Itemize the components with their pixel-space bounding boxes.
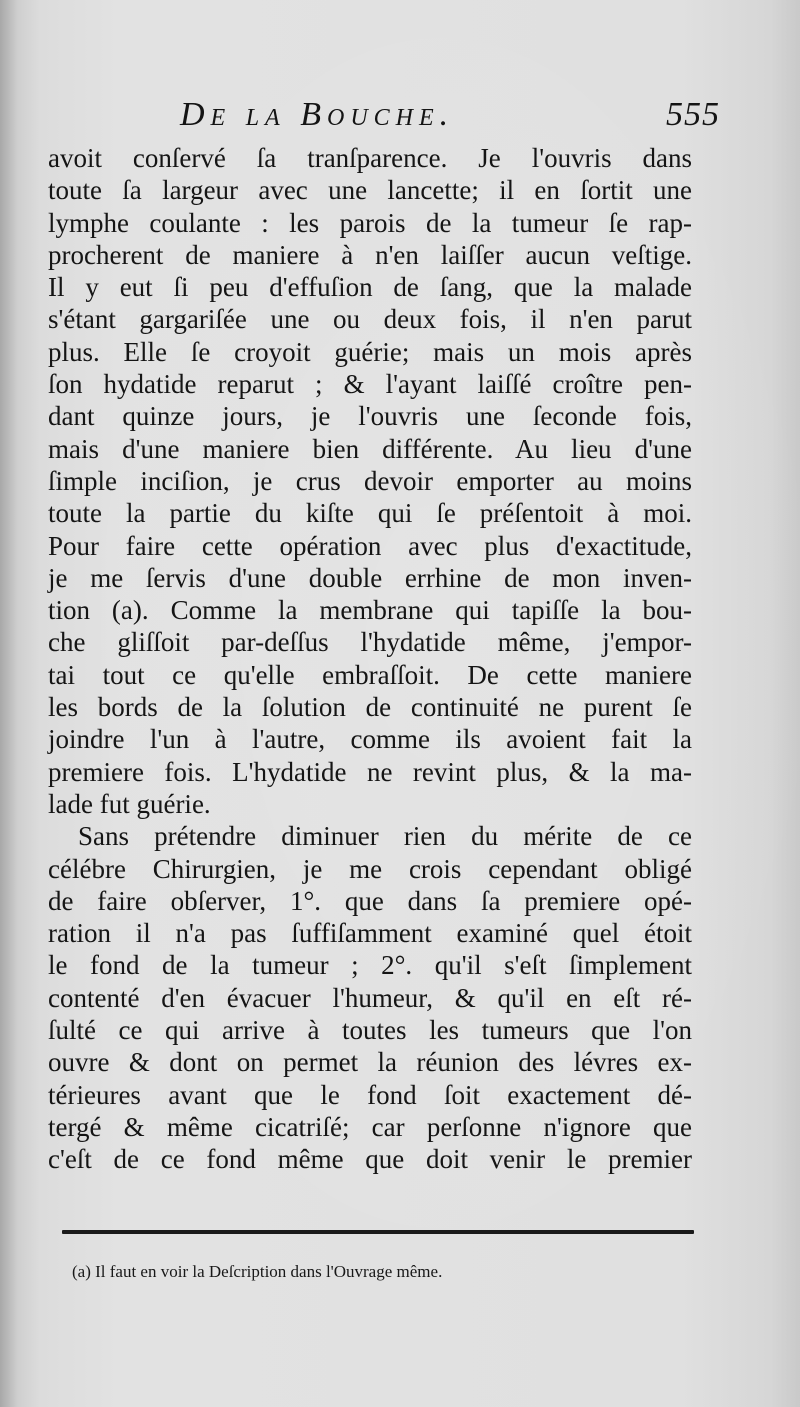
text-line: s'étant gargariſée une ou deux fois, il n'en parut bbox=[48, 304, 692, 335]
footnote: (a) Il faut en voir la Deſcription dans l'Ouvrage même. bbox=[72, 1262, 443, 1281]
body-text bbox=[48, 142, 692, 1176]
text-line: je me ſervis d'une double errhine de mon inven- bbox=[48, 562, 692, 593]
text-line: premiere fois. L'hydatide ne revint plus, & la ma- bbox=[48, 756, 692, 787]
text-line: avoit conſervé ſa tranſparence. Je l'ouvris dans bbox=[48, 143, 692, 173]
text-line: Il y eut ſi peu d'effuſion de ſang, que la malade bbox=[48, 272, 692, 303]
text-line: lymphe coulante : les parois de la tumeur ſe rap- bbox=[48, 207, 692, 238]
text-line: tion (a). Comme la membrane qui tapiſſe la bou- bbox=[48, 595, 692, 626]
text-line: de faire obſerver, 1°. que dans ſa premiere opé- bbox=[48, 885, 692, 916]
running-title: De la Bouche. bbox=[180, 96, 455, 133]
text-line: procherent de maniere à n'en laiſſer aucun veſtige. bbox=[48, 239, 692, 270]
text-line: ſon hydatide reparut ; & l'ayant laiſſé croître pen- bbox=[48, 369, 692, 400]
text-line: plus. Elle ſe croyoit guérie; mais un mois après bbox=[48, 336, 692, 367]
text-line: c'eſt de ce fond même que doit venir le premier bbox=[48, 1144, 692, 1175]
text-line: toute la partie du kiſte qui ſe préſentoit à moi. bbox=[48, 498, 692, 529]
text-line: le fond de la tumeur ; 2°. qu'il s'eſt ſimplement bbox=[48, 950, 692, 981]
text-line: che gliſſoit par-deſſus l'hydatide même, j'empor- bbox=[48, 627, 692, 658]
text-line: Sans prétendre diminuer rien du mérite de ce bbox=[78, 821, 692, 852]
running-head bbox=[40, 96, 720, 146]
text-line: mais d'une maniere bien différente. Au lieu d'une bbox=[48, 433, 692, 464]
page-number: 555 bbox=[666, 96, 720, 133]
text-line: joindre l'un à l'autre, comme ils avoient fait la bbox=[48, 724, 692, 755]
text-line: ſimple inciſion, je crus devoir emporter au moins bbox=[48, 465, 692, 496]
footnote-rule bbox=[62, 1230, 694, 1234]
text-line: toute ſa largeur avec une lancette; il en ſortit une bbox=[48, 175, 692, 206]
text-line: lade fut guérie. bbox=[48, 788, 211, 819]
text-line: contenté d'en évacuer l'humeur, & qu'il en eſt ré- bbox=[48, 982, 692, 1013]
text-line: ration il n'a pas ſuffiſamment examiné quel étoit bbox=[48, 918, 692, 949]
text-line: les bords de la ſolution de continuité ne purent ſe bbox=[48, 692, 692, 723]
text-line: ſulté ce qui arrive à toutes les tumeurs que l'on bbox=[48, 1015, 692, 1046]
text-line: Pour faire cette opération avec plus d'exactitude, bbox=[48, 530, 692, 561]
text-line: térieures avant que le fond ſoit exactement dé- bbox=[48, 1079, 692, 1110]
text-line: dant quinze jours, je l'ouvris une ſeconde fois, bbox=[48, 401, 692, 432]
text-line: célébre Chirurgien, je me crois cependant obligé bbox=[48, 853, 692, 884]
text-line: tergé & même cicatriſé; car perſonne n'ignore que bbox=[48, 1111, 692, 1142]
text-line: tai tout ce qu'elle embraſſoit. De cette maniere bbox=[48, 659, 692, 690]
text-line: ouvre & dont on permet la réunion des lévres ex- bbox=[48, 1047, 692, 1078]
